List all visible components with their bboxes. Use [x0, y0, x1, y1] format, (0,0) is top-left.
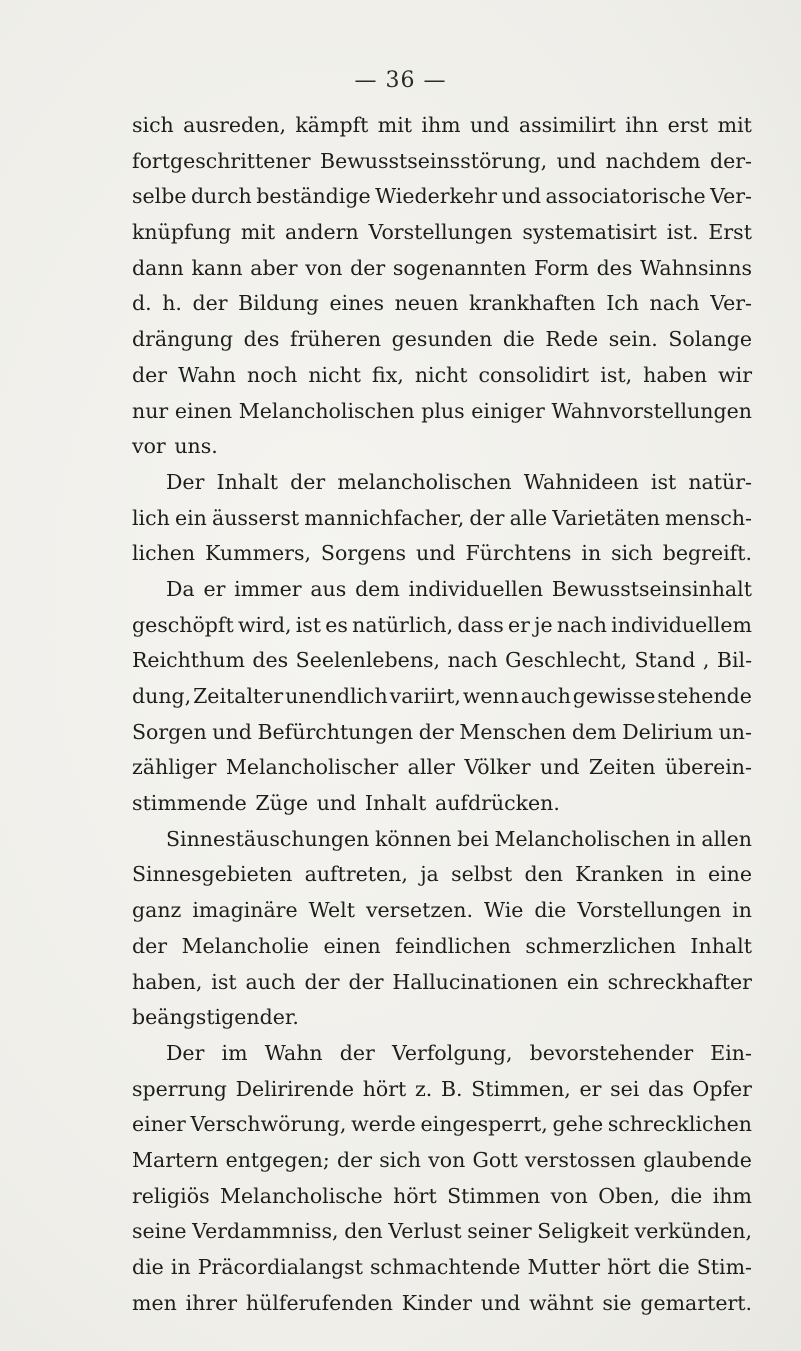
text-line: religiös Melancholische hört Stimmen von Oben, die ihm: [132, 1183, 752, 1208]
text-line: Sorgen und Befürchtungen der Menschen dem Delirium un-: [132, 719, 752, 744]
text-line: seine Verdammniss, den Verlust seiner Seligkeit verkünden,: [132, 1219, 752, 1244]
text-line: Sinnestäuschungen können bei Melancholischen in allen: [166, 826, 752, 851]
text-line: Martern entgegen; der sich von Gott verstossen glaubende: [132, 1147, 752, 1172]
text-line: stimmende Züge und Inhalt aufdrücken.: [132, 791, 560, 816]
text-line: lich ein äusserst mannichfacher, der alle Varietäten mensch-: [132, 505, 752, 530]
text-line: Reichthum des Seelenlebens, nach Geschlecht, Stand , Bil-: [132, 648, 752, 673]
text-line: lichen Kummers, Sorgens und Fürchtens in sich begreift.: [132, 541, 752, 566]
text-line: der Wahn noch nicht fix, nicht consolidirt ist, haben wir: [132, 362, 752, 387]
text-line: men ihrer hülferufenden Kinder und wähnt sie gemartert.: [132, 1290, 752, 1315]
text-line: fortgeschrittener Bewusstseinsstörung, und nachdem der-: [132, 148, 752, 173]
text-line: d. h. der Bildung eines neuen krankhaften Ich nach Ver-: [132, 291, 752, 316]
text-line: beängstigender.: [132, 1005, 299, 1030]
text-line: Da er immer aus dem individuellen Bewusstseinsinhalt: [166, 576, 752, 601]
text-line: dann kann aber von der sogenannten Form des Wahnsinns: [132, 255, 752, 280]
text-line: einer Verschwörung, werde eingesperrt, gehe schrecklichen: [132, 1112, 752, 1137]
body-text: [132, 108, 752, 1321]
text-line: knüpfung mit andern Vorstellungen systematisirt ist. Erst: [132, 220, 752, 245]
text-line: Der Inhalt der melancholischen Wahnideen ist natür-: [166, 469, 752, 494]
text-line: selbe durch beständige Wiederkehr und associatorische Ver-: [132, 184, 752, 209]
text-line: dung, Zeitalter unendlich variirt, wenn auch gewisse stehende: [132, 684, 752, 708]
text-line: Sinnesgebieten auftreten, ja selbst den Kranken in eine: [132, 862, 752, 887]
text-line: sperrung Delirirende hört z. B. Stimmen, er sei das Opfer: [132, 1076, 752, 1101]
text-line: zähliger Melancholischer aller Völker und Zeiten überein-: [132, 755, 752, 780]
text-line: Der im Wahn der Verfolgung, bevorstehender Ein-: [166, 1040, 752, 1065]
text-line: der Melancholie einen feindlichen schmerzlichen Inhalt: [132, 933, 752, 958]
page-number: — 36 —: [354, 68, 447, 93]
text-line: geschöpft wird, ist es natürlich, dass er je nach individuellem: [132, 612, 752, 637]
text-line: vor uns.: [132, 434, 218, 459]
text-line: sich ausreden, kämpft mit ihm und assimilirt ihn erst mit: [132, 113, 752, 137]
text-line: haben, ist auch der der Hallucinationen ein schreckhafter: [132, 969, 752, 994]
text-line: drängung des früheren gesunden die Rede sein. Solange: [132, 327, 752, 352]
text-line: die in Präcordialangst schmachtende Mutter hört die Stim-: [132, 1255, 752, 1279]
text-line: ganz imaginäre Welt versetzen. Wie die Vorstellungen in: [132, 898, 752, 923]
text-line: nur einen Melancholischen plus einiger Wahnvorstellungen: [132, 398, 752, 423]
